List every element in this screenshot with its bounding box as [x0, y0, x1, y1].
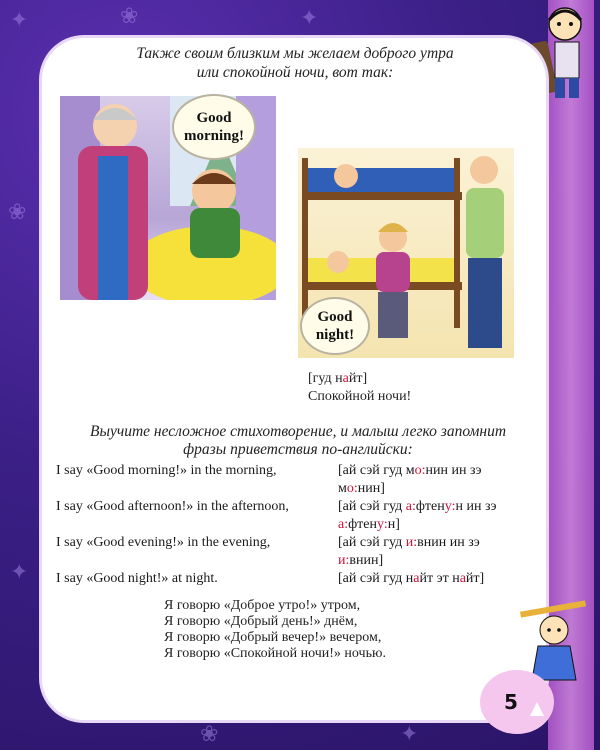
poem-row [56, 570, 536, 596]
russian-poem-line: Я говорю «Добрый вечер!» вечером, [164, 630, 382, 645]
transcription-part: йт] [465, 571, 485, 586]
stressed-vowel: у: [377, 517, 388, 532]
transcription-part: н] [387, 517, 400, 532]
poem-transcription [338, 498, 538, 534]
transcription-part: внин] [349, 553, 384, 568]
poem-transcription [338, 570, 538, 588]
stressed-vowel: о: [346, 481, 358, 496]
bubble-night-line1: Good [317, 309, 353, 325]
poem-transcription [338, 534, 538, 570]
intro-heading-line1: Также своим близким мы желаем доброго утра [136, 45, 454, 62]
poem-transcription [338, 462, 538, 498]
good-morning-speech-bubble [172, 94, 256, 160]
transcription-part: [ай сэй гуд м [338, 463, 415, 478]
russian-poem-line: Я говорю «Спокойной ночи!» ночью. [164, 646, 386, 661]
stressed-vowel: и: [405, 535, 418, 550]
good-night-speech-bubble [300, 297, 370, 355]
transcription-part: внин ин зэ [417, 535, 480, 550]
transcription-part: фтен [415, 499, 445, 514]
transcription-part: [ай сэй гуд н [338, 571, 414, 586]
swirl-icon: ✦ [400, 722, 419, 747]
stressed-vowel: а [413, 571, 420, 586]
transcription-part: йт эт н [419, 571, 460, 586]
transcription-part: [ай сэй гуд [338, 535, 406, 550]
swirl-icon: ✦ [10, 8, 29, 33]
transcription-part: н ин зэ [455, 499, 497, 514]
page-number: 5 [504, 690, 518, 714]
poem-heading-line1: Выучите несложное стихотворение, и малыш легко запомнит [89, 423, 507, 440]
stressed-vowel: у: [444, 499, 456, 514]
transcription-part: фтен [348, 517, 378, 532]
swirl-icon: ❀ [8, 200, 27, 225]
stressed-vowel: а [459, 571, 466, 586]
translation-text: Спокойной ночи! [308, 389, 412, 404]
intro-heading [60, 44, 530, 82]
bubble-night-line2: night! [315, 327, 355, 343]
poem-row [56, 534, 536, 570]
poem-heading [48, 423, 548, 459]
stressed-vowel: а [342, 371, 349, 386]
poem-english-line: I say «Good morning!» in the morning, [56, 463, 277, 478]
transcription-part: йт] [348, 371, 368, 386]
transcription-line [308, 370, 411, 388]
poem-table [56, 462, 536, 596]
swirl-icon: ❀ [200, 722, 219, 747]
poem-heading-line2: фразы приветствия по-английски: [183, 441, 413, 458]
transcription-part: нин ин зэ [425, 463, 482, 478]
transcription-part: [ай сэй гуд [338, 499, 406, 514]
swirl-icon: ✦ [10, 560, 29, 585]
swirl-icon: ❀ [120, 4, 139, 29]
swirl-icon: ✦ [300, 6, 319, 31]
bubble-morning-line1: Good [196, 110, 232, 126]
triangle-icon [530, 702, 544, 716]
stressed-vowel: а: [405, 499, 416, 514]
stressed-vowel: а: [338, 517, 349, 532]
good-night-transcription [308, 370, 411, 406]
transcription-part: м [338, 481, 347, 496]
stressed-vowel: о: [414, 463, 426, 478]
poem-english-line: I say «Good afternoon!» in the afternoon, [56, 499, 289, 514]
poem-english-line: I say «Good night!» at night. [56, 571, 218, 586]
bubble-morning-line2: morning! [184, 128, 244, 144]
poem-row [56, 462, 536, 498]
russian-poem [164, 598, 386, 662]
russian-poem-line: Я говорю «Добрый день!» днём, [164, 614, 358, 629]
transcription-part: [гуд н [308, 371, 343, 386]
poem-row [56, 498, 536, 534]
intro-heading-line2: или спокойной ночи, вот так: [196, 64, 394, 81]
transcription-part: нин] [357, 481, 385, 496]
stressed-vowel: и: [338, 553, 350, 568]
poem-english-line: I say «Good evening!» in the evening, [56, 535, 271, 550]
russian-poem-line: Я говорю «Доброе утро!» утром, [164, 598, 361, 613]
